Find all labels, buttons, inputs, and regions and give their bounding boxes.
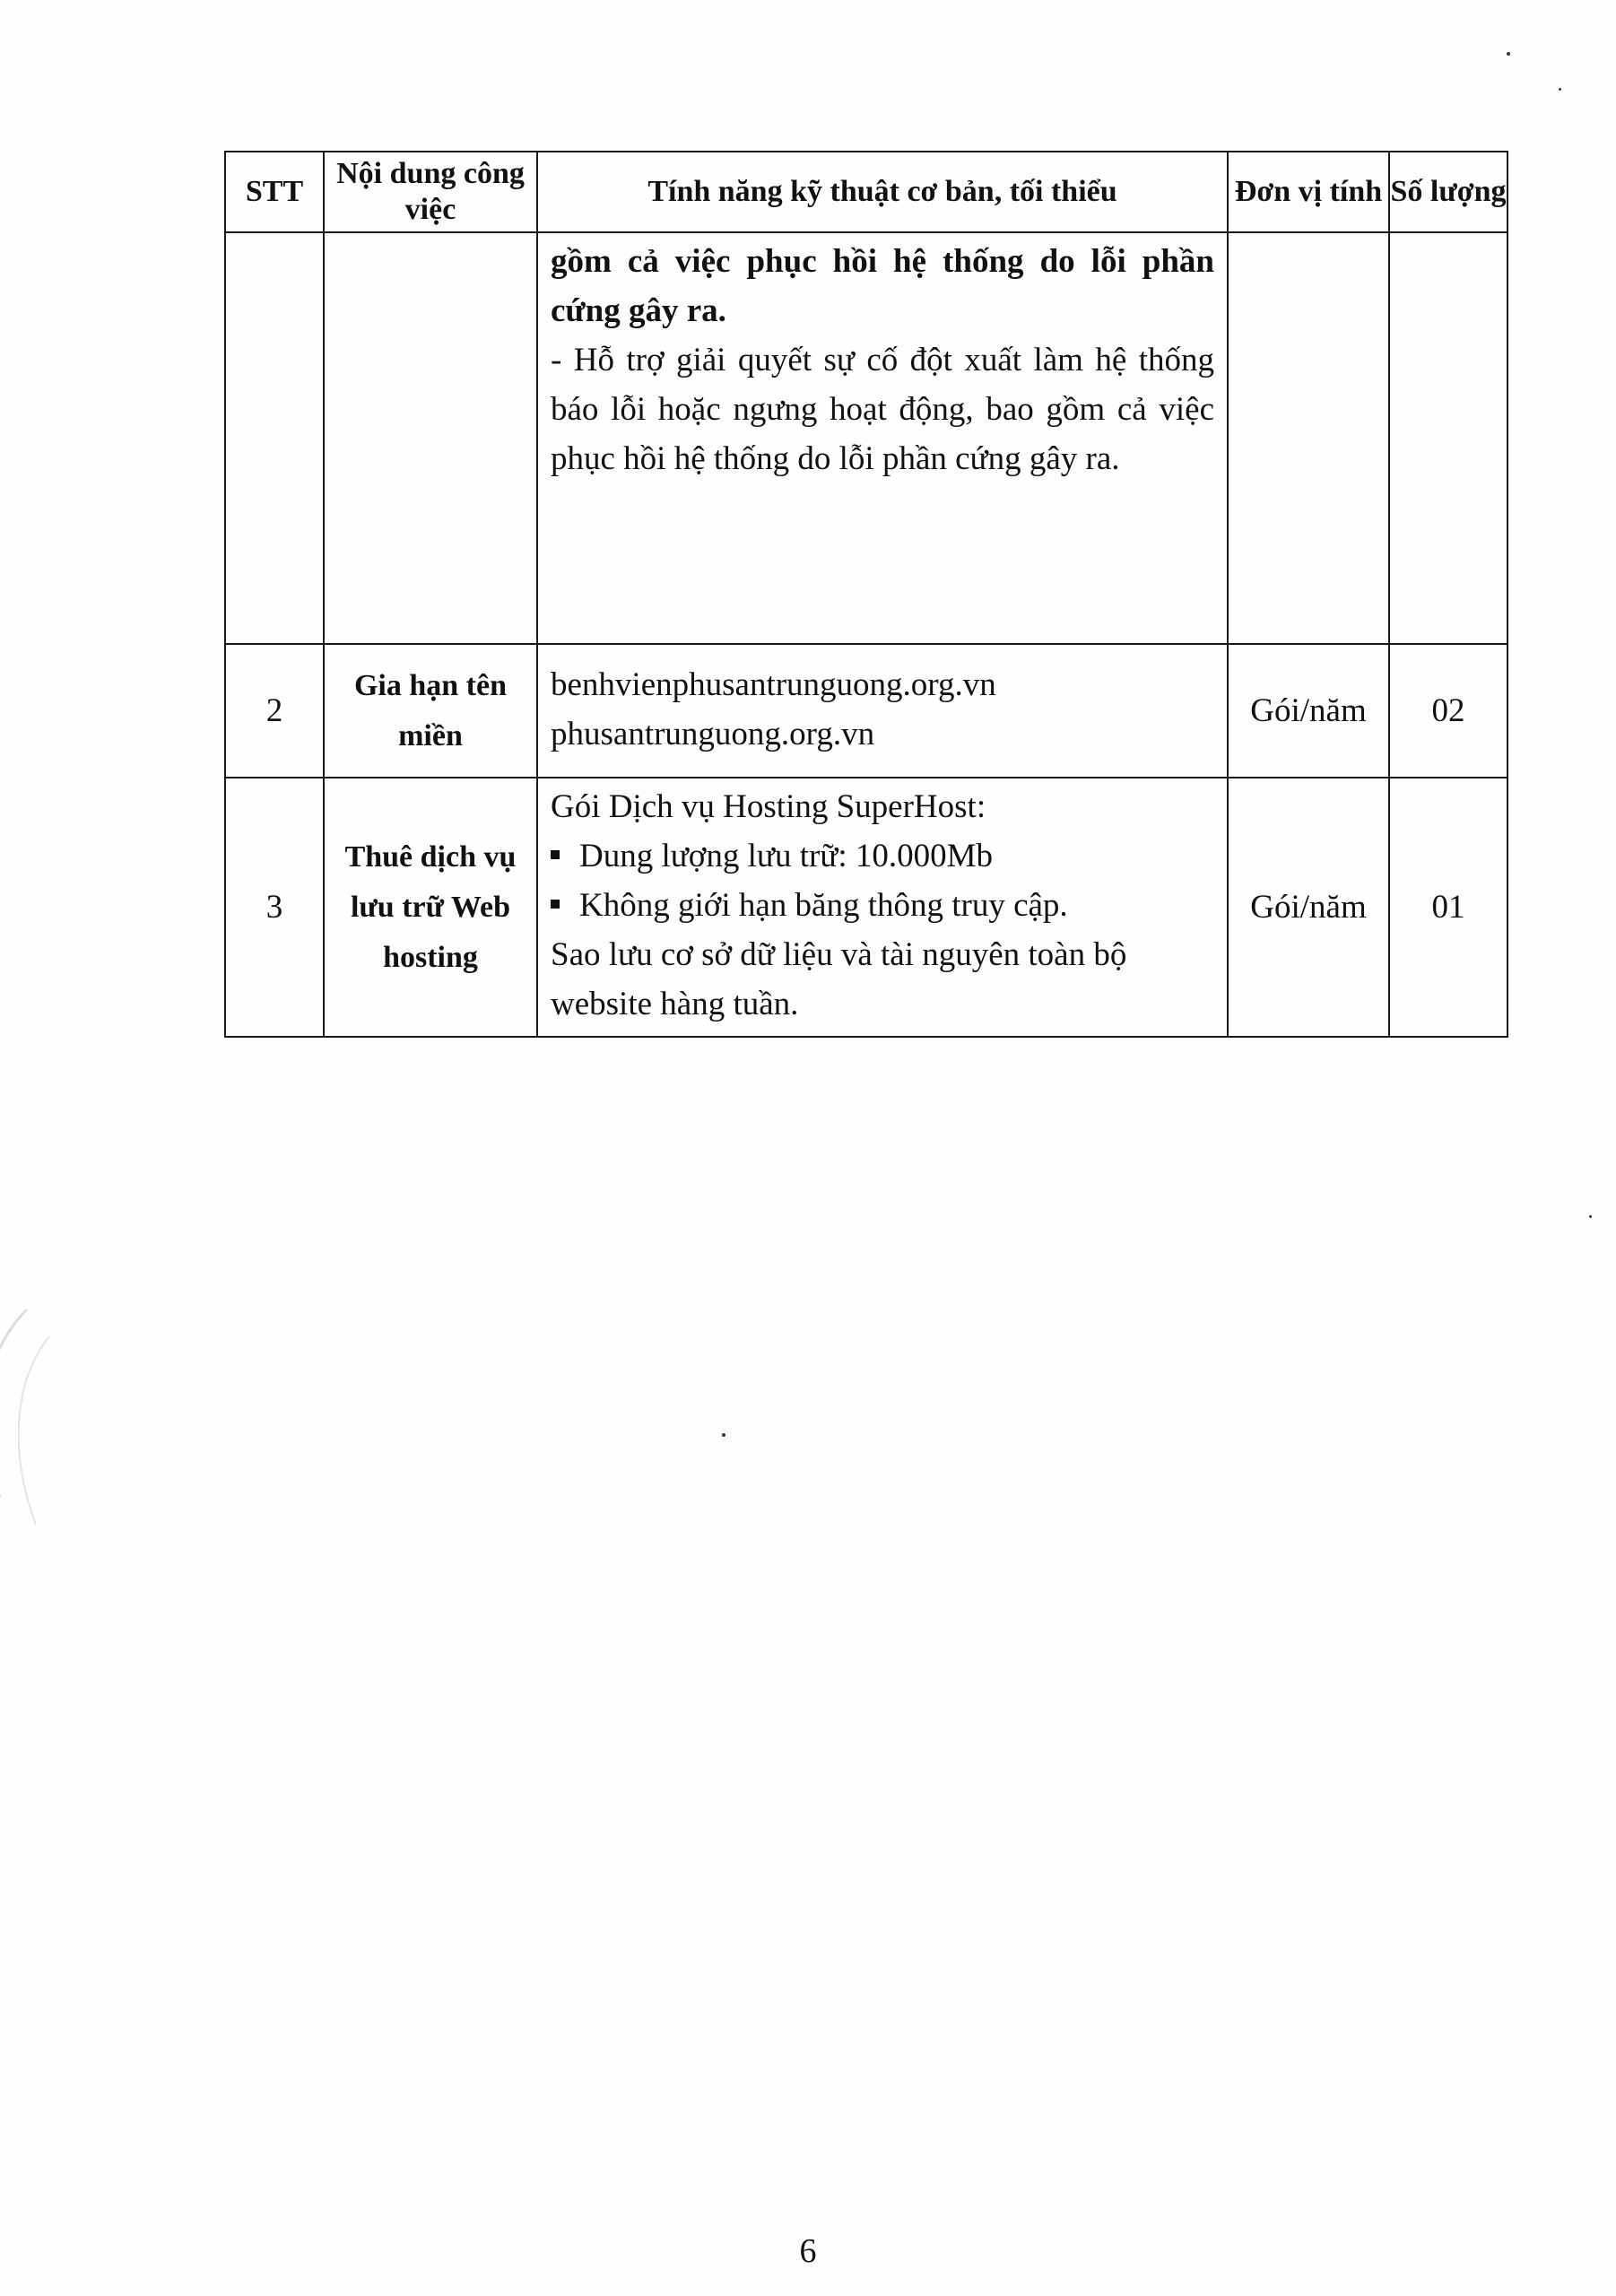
scan-speck-icon <box>722 1433 725 1437</box>
header-qty: Số lượng <box>1389 152 1507 232</box>
cell-spec <box>537 232 1228 644</box>
spec-domain-1: benhvienphusantrunguong.org.vn <box>551 665 996 703</box>
header-spec: Tính năng kỹ thuật cơ bản, tối thiểu <box>537 152 1228 232</box>
header-task: Nội dung công việc <box>324 152 537 232</box>
square-bullet-icon <box>551 850 560 859</box>
technical-spec-table <box>224 151 1508 1038</box>
spec-bullet <box>551 831 1214 881</box>
cell-stt: 3 <box>225 778 324 1037</box>
spec-domain-2: phusantrunguong.org.vn <box>551 715 875 752</box>
spec-bullet-text: Không giới hạn băng thông truy cập. <box>579 887 1068 924</box>
table-row <box>225 232 1507 644</box>
cell-stt <box>225 232 324 644</box>
cell-unit: Gói/năm <box>1228 778 1389 1037</box>
spec-text: - Hỗ trợ giải quyết sự cố đột xuất làm hệ thống báo lỗi hoặc ngưng hoạt động, bao gồm cả việc phục hồi hệ thống do lỗi phần cứng gây ra. <box>551 342 1214 477</box>
cell-qty: 02 <box>1389 644 1507 778</box>
scan-speck-icon <box>1559 88 1561 91</box>
table-row <box>225 778 1507 1037</box>
cell-stt: 2 <box>225 644 324 778</box>
cell-qty: 01 <box>1389 778 1507 1037</box>
spec-bold-text: gồm cả việc phục hồi hệ thống do lỗi phần cứng gây ra. <box>551 243 1214 329</box>
table-row <box>225 644 1507 778</box>
cell-task <box>324 232 537 644</box>
cell-spec <box>537 778 1228 1037</box>
stamp-fragment-icon <box>0 1300 99 1552</box>
cell-unit: Gói/năm <box>1228 644 1389 778</box>
cell-unit <box>1228 232 1389 644</box>
header-unit: Đơn vị tính <box>1228 152 1389 232</box>
page-number: 6 <box>799 2232 817 2270</box>
spec-intro: Gói Dịch vụ Hosting SuperHost: <box>551 788 986 825</box>
table-header-row <box>225 152 1507 232</box>
spec-bullet-text: Dung lượng lưu trữ: 10.000Mb <box>579 838 994 874</box>
cell-task: Thuê dịch vụ lưu trữ Web hosting <box>324 778 537 1037</box>
scan-speck-icon <box>1507 52 1510 56</box>
square-bullet-icon <box>551 900 560 909</box>
cell-spec <box>537 644 1228 778</box>
cell-task: Gia hạn tên miền <box>324 644 537 778</box>
spec-bullet <box>551 881 1214 930</box>
cell-qty <box>1389 232 1507 644</box>
header-stt: STT <box>225 152 324 232</box>
scan-speck-icon <box>1589 1215 1592 1218</box>
spec-outro: Sao lưu cơ sở dữ liệu và tài nguyên toàn bộ website hàng tuần. <box>551 936 1127 1022</box>
